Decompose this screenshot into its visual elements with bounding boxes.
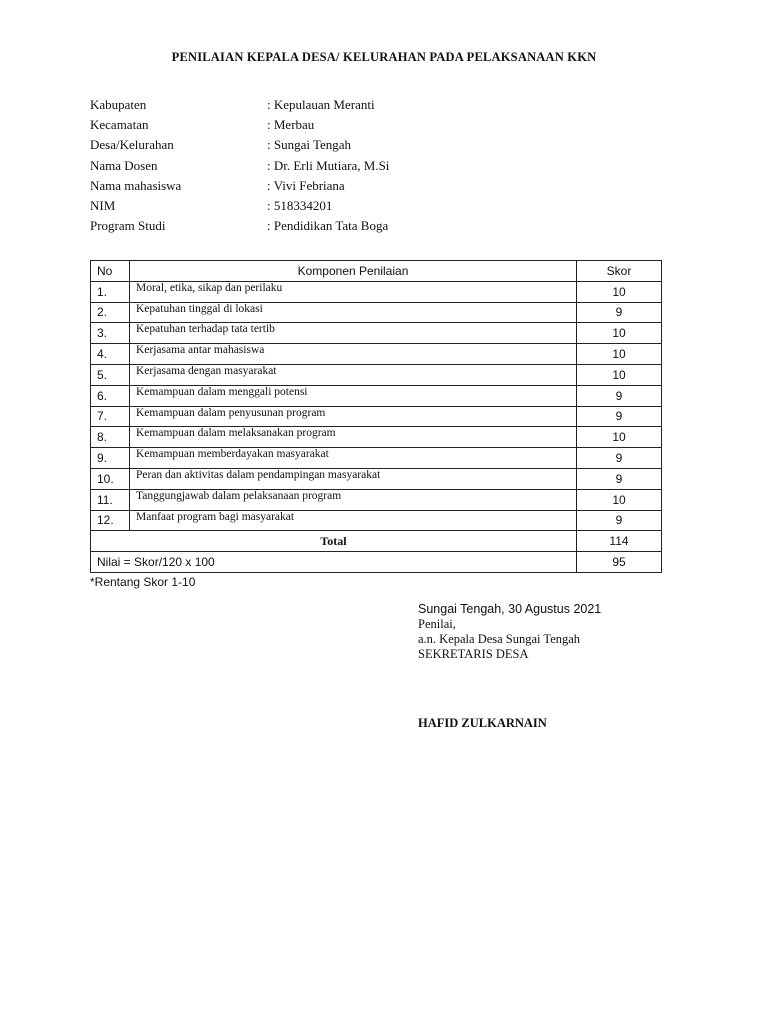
info-label: Nama mahasiswa — [90, 177, 182, 193]
row-no: 12. — [91, 510, 130, 531]
row-no: 8. — [91, 427, 130, 448]
row-komponen: Manfaat program bagi masyarakat — [130, 510, 577, 531]
info-value: : Vivi Febriana — [267, 177, 345, 193]
info-row-kecamatan — [90, 115, 389, 135]
info-label: Kecamatan — [90, 117, 149, 133]
table-row — [91, 323, 662, 344]
row-no: 10. — [91, 468, 130, 489]
row-skor: 10 — [577, 427, 662, 448]
table-row — [91, 448, 662, 469]
document-title: PENILAIAN KEPALA DESA/ KELURAHAN PADA PELAKSANAAN KKN — [171, 50, 597, 64]
row-komponen: Moral, etika, sikap dan perilaku — [130, 281, 577, 302]
table-row — [91, 344, 662, 365]
nilai-formula: Nilai = Skor/120 x 100 — [91, 552, 577, 573]
nilai-value: 95 — [577, 552, 662, 573]
row-no: 7. — [91, 406, 130, 427]
info-value: : Merbau — [267, 117, 315, 133]
signature-block — [418, 602, 601, 662]
row-no: 4. — [91, 344, 130, 365]
row-komponen: Kemampuan dalam menggali potensi — [130, 385, 577, 406]
row-skor: 9 — [577, 468, 662, 489]
info-row-mahasiswa — [90, 176, 389, 196]
row-skor: 9 — [577, 385, 662, 406]
table-row — [91, 489, 662, 510]
row-skor: 10 — [577, 344, 662, 365]
row-skor: 9 — [577, 448, 662, 469]
table-row — [91, 281, 662, 302]
row-komponen: Kepatuhan terhadap tata tertib — [130, 323, 577, 344]
info-label: Program Studi — [90, 218, 166, 234]
row-no: 6. — [91, 385, 130, 406]
info-row-kabupaten — [90, 95, 389, 115]
header-no: No — [91, 261, 130, 282]
row-no: 9. — [91, 448, 130, 469]
row-no: 5. — [91, 364, 130, 385]
place-date: Sungai Tengah, 30 Agustus 2021 — [418, 602, 602, 616]
info-value: : Kepulauan Meranti — [267, 97, 375, 112]
row-komponen: Kepatuhan tinggal di lokasi — [130, 302, 577, 323]
row-no: 11. — [91, 489, 130, 510]
table-row — [91, 468, 662, 489]
row-no: 2. — [91, 302, 130, 323]
row-komponen: Kerjasama antar mahasiswa — [130, 344, 577, 365]
table-header-row — [91, 261, 662, 282]
table-row — [91, 427, 662, 448]
total-value: 114 — [577, 531, 662, 552]
row-skor: 10 — [577, 364, 662, 385]
row-komponen: Tanggungjawab dalam pelaksanaan program — [130, 489, 577, 510]
signer-position: SEKRETARIS DESA — [418, 647, 529, 661]
info-row-dosen — [90, 156, 389, 176]
identity-section — [90, 95, 389, 236]
info-row-nim — [90, 196, 389, 216]
row-komponen: Kemampuan memberdayakan masyarakat — [130, 448, 577, 469]
info-label: Desa/Kelurahan — [90, 137, 174, 153]
row-skor: 10 — [577, 323, 662, 344]
info-value: : Pendidikan Tata Boga — [267, 218, 389, 234]
nilai-row — [91, 552, 662, 573]
row-skor: 9 — [577, 302, 662, 323]
assessor-role: Penilai, — [418, 617, 456, 631]
info-row-desa — [90, 135, 389, 155]
info-row-prodi — [90, 216, 389, 236]
info-label: Kabupaten — [90, 97, 147, 112]
header-skor: Skor — [577, 261, 662, 282]
header-komponen: Komponen Penilaian — [130, 261, 577, 282]
row-skor: 10 — [577, 489, 662, 510]
info-label: NIM — [90, 197, 116, 213]
score-range-note: *Rentang Skor 1-10 — [90, 575, 196, 589]
table-row — [91, 364, 662, 385]
signer-name: HAFID ZULKARNAIN — [418, 716, 547, 730]
row-komponen: Peran dan aktivitas dalam pendampingan masyarakat — [130, 468, 577, 489]
info-label: Nama Dosen — [90, 157, 158, 173]
row-skor: 9 — [577, 406, 662, 427]
row-skor: 10 — [577, 281, 662, 302]
info-value: : Dr. Erli Mutiara, M.Si — [267, 157, 390, 173]
row-skor: 9 — [577, 510, 662, 531]
row-no: 1. — [91, 281, 130, 302]
on-behalf-of: a.n. Kepala Desa Sungai Tengah — [418, 632, 581, 646]
table-row — [91, 302, 662, 323]
row-komponen: Kemampuan dalam penyusunan program — [130, 406, 577, 427]
table-row — [91, 385, 662, 406]
table-row — [91, 406, 662, 427]
table-row — [91, 510, 662, 531]
total-label: Total — [91, 531, 577, 552]
row-komponen: Kemampuan dalam melaksanakan program — [130, 427, 577, 448]
total-row — [91, 531, 662, 552]
score-table — [90, 260, 662, 573]
info-value: : 518334201 — [267, 197, 333, 213]
row-komponen: Kerjasama dengan masyarakat — [130, 364, 577, 385]
row-no: 3. — [91, 323, 130, 344]
info-value: : Sungai Tengah — [267, 137, 352, 153]
